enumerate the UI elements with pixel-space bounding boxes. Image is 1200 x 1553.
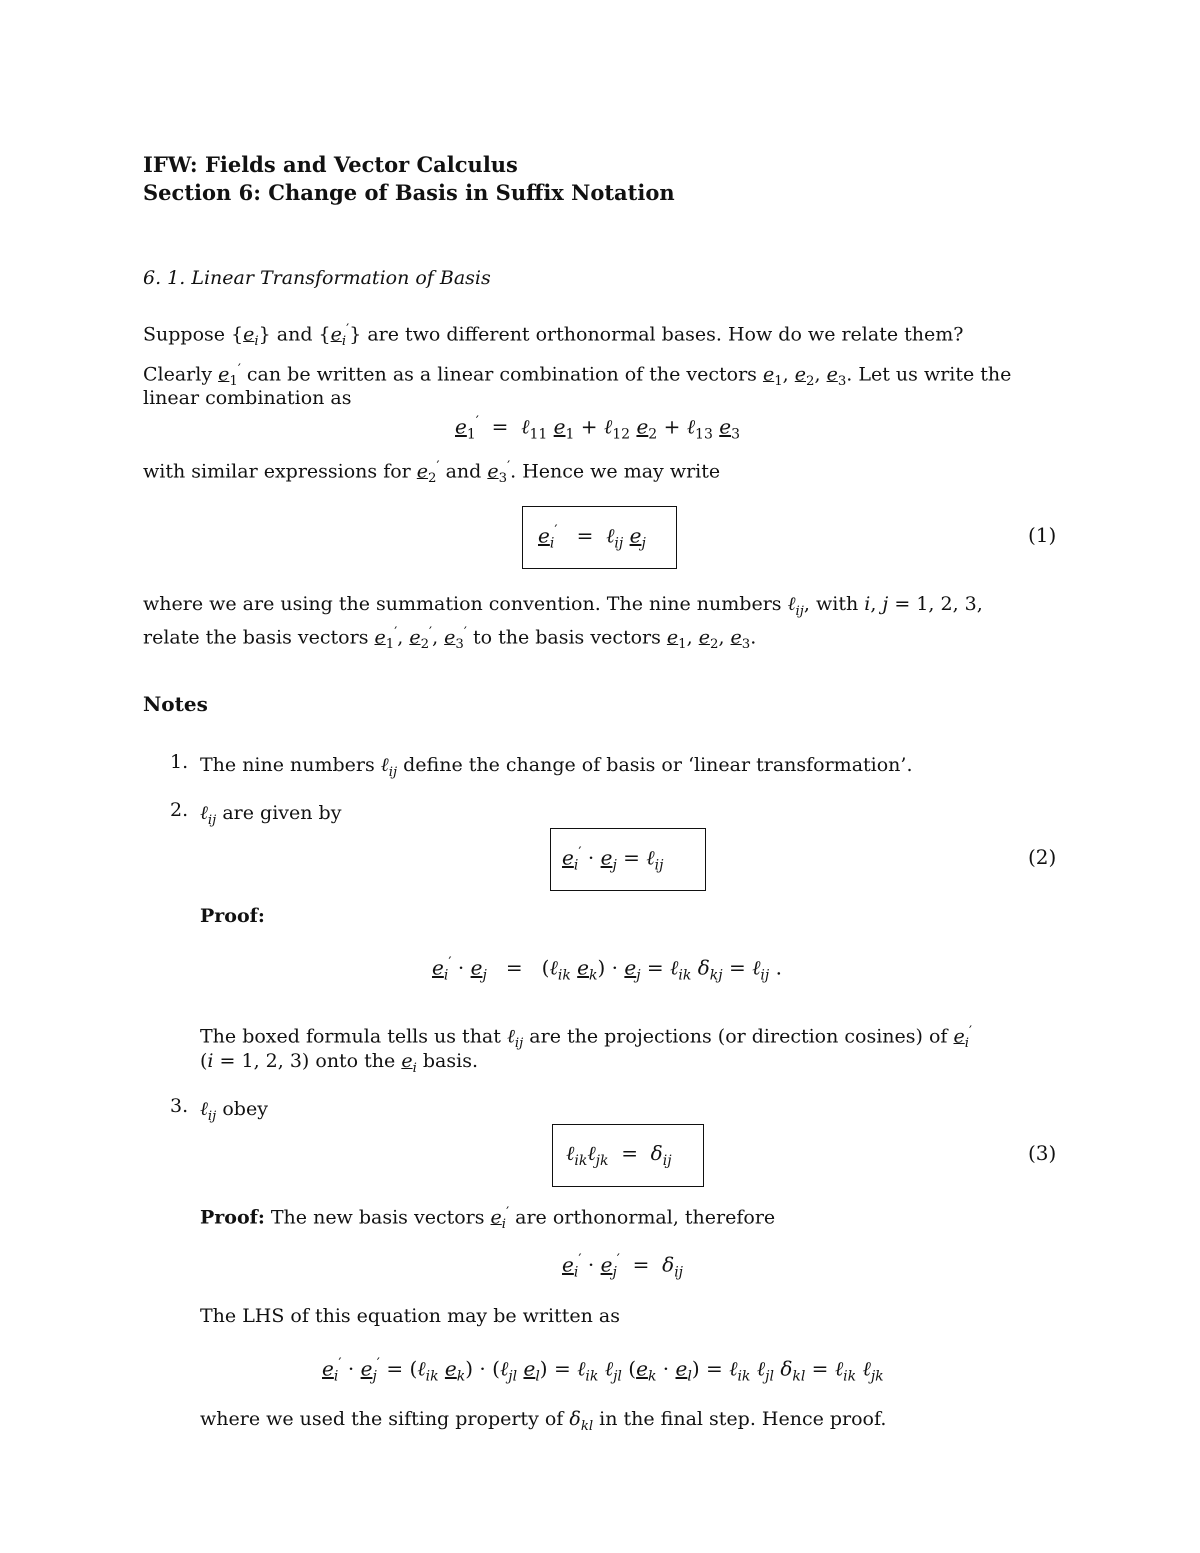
paragraph-summation: where we are using the summation convention. The nine numbers ℓ$_{ij}$, with i, j = 1, 2, 3, xyxy=(143,593,983,619)
proof-3-label: Proof: xyxy=(200,1206,265,1229)
equation-e1-prime: $e_1'$ = ℓ$_{11}$ $e_1$ + ℓ$_{12}$ $e_2$ + ℓ$_{13}$ $e_3$ xyxy=(455,414,740,443)
proof-3-final-text: where we used the sifting property of $\delta_{kl}$ in the final step. Hence proof. xyxy=(200,1408,887,1434)
notes-heading: Notes xyxy=(143,692,208,716)
note-3-number: 3. xyxy=(170,1095,189,1117)
proof-3-lhs-equation: $e_i' \cdot e_j'$ = (ℓ$_{ik}$ $e_k$) · (ℓ$_{jl}$ $e_l$) = ℓ$_{ik}$ ℓ$_{jl}$ $(e_k \cdot e_l)$ = ℓ$_{ik}$ ℓ$_{jl}$ $\delta_{kl}$ = ℓ$_{ik}$ ℓ$_{jk}$ xyxy=(322,1356,884,1385)
note-1-number: 1. xyxy=(170,751,189,773)
proof-2-explanation: The boxed formula tells us that ℓ$_{ij}$ are the projections (or direction cosines) of $e_i'$ xyxy=(200,1024,973,1052)
equation-1: $e_i'$ = ℓ$_{ij}$ $e_j$ xyxy=(538,523,646,552)
note-1-text: The nine numbers ℓ$_{ij}$ define the change of basis or ‘linear transformation’. xyxy=(200,754,913,780)
section-title: Section 6: Change of Basis in Suffix Notation xyxy=(143,180,675,205)
equation-1-number: (1) xyxy=(1028,523,1057,547)
proof-3-orthonormal-equation: $e_i' \cdot e_j' = \delta_{ij}$ xyxy=(562,1252,684,1281)
document-title: IFW: Fields and Vector Calculus xyxy=(143,152,518,177)
equation-3-number: (3) xyxy=(1028,1141,1057,1165)
proof-2-equation: $e_i' \cdot e_j$ = (ℓ$_{ik}$ $e_k) \cdot e_j$ = ℓ$_{ik}$ $\delta_{kj}$ = ℓ$_{ij}$ . xyxy=(432,955,782,984)
paragraph-linear-combination-cont: linear combination as xyxy=(143,387,352,409)
proof-2-explanation-cont: (i = 1, 2, 3) onto the $e_i$ basis. xyxy=(200,1050,478,1076)
paragraph-summation-cont: relate the basis vectors $e_1'$, $e_2'$, $e_3'$ to the basis vectors $e_1$, $e_2$, $e_3$. xyxy=(143,625,757,653)
equation-2: $e_i' \cdot e_j$ = ℓ$_{ij}$ xyxy=(562,845,664,874)
subsection-heading: 6. 1. Linear Transformation of Basis xyxy=(143,267,491,289)
equation-3: ℓ$_{ik}$ℓ$_{jk}$ = $\delta_{ij}$ xyxy=(566,1141,672,1169)
equation-2-number: (2) xyxy=(1028,845,1057,869)
note-3-text: ℓ$_{ij}$ obey xyxy=(200,1098,268,1124)
proof-3-text: Proof: The new basis vectors $e_i'$ are orthonormal, therefore xyxy=(200,1205,776,1233)
proof-3-lhs-text: The LHS of this equation may be written as xyxy=(200,1305,620,1327)
note-2-text: ℓ$_{ij}$ are given by xyxy=(200,802,342,828)
note-2-number: 2. xyxy=(170,799,189,821)
paragraph-linear-combination: Clearly $e_1'$ can be written as a linear combination of the vectors $e_1$, $e_2$, $e_3$. Let us write the xyxy=(143,362,1012,390)
paragraph-similar-expressions: with similar expressions for $e_2'$ and $e_3'$. Hence we may write xyxy=(143,459,721,487)
proof-2-label: Proof: xyxy=(200,905,265,927)
paragraph-bases: Suppose $\{e_i\}$ and $\{e_i'\}$ are two different orthonormal bases. How do we relate them? xyxy=(143,322,964,350)
